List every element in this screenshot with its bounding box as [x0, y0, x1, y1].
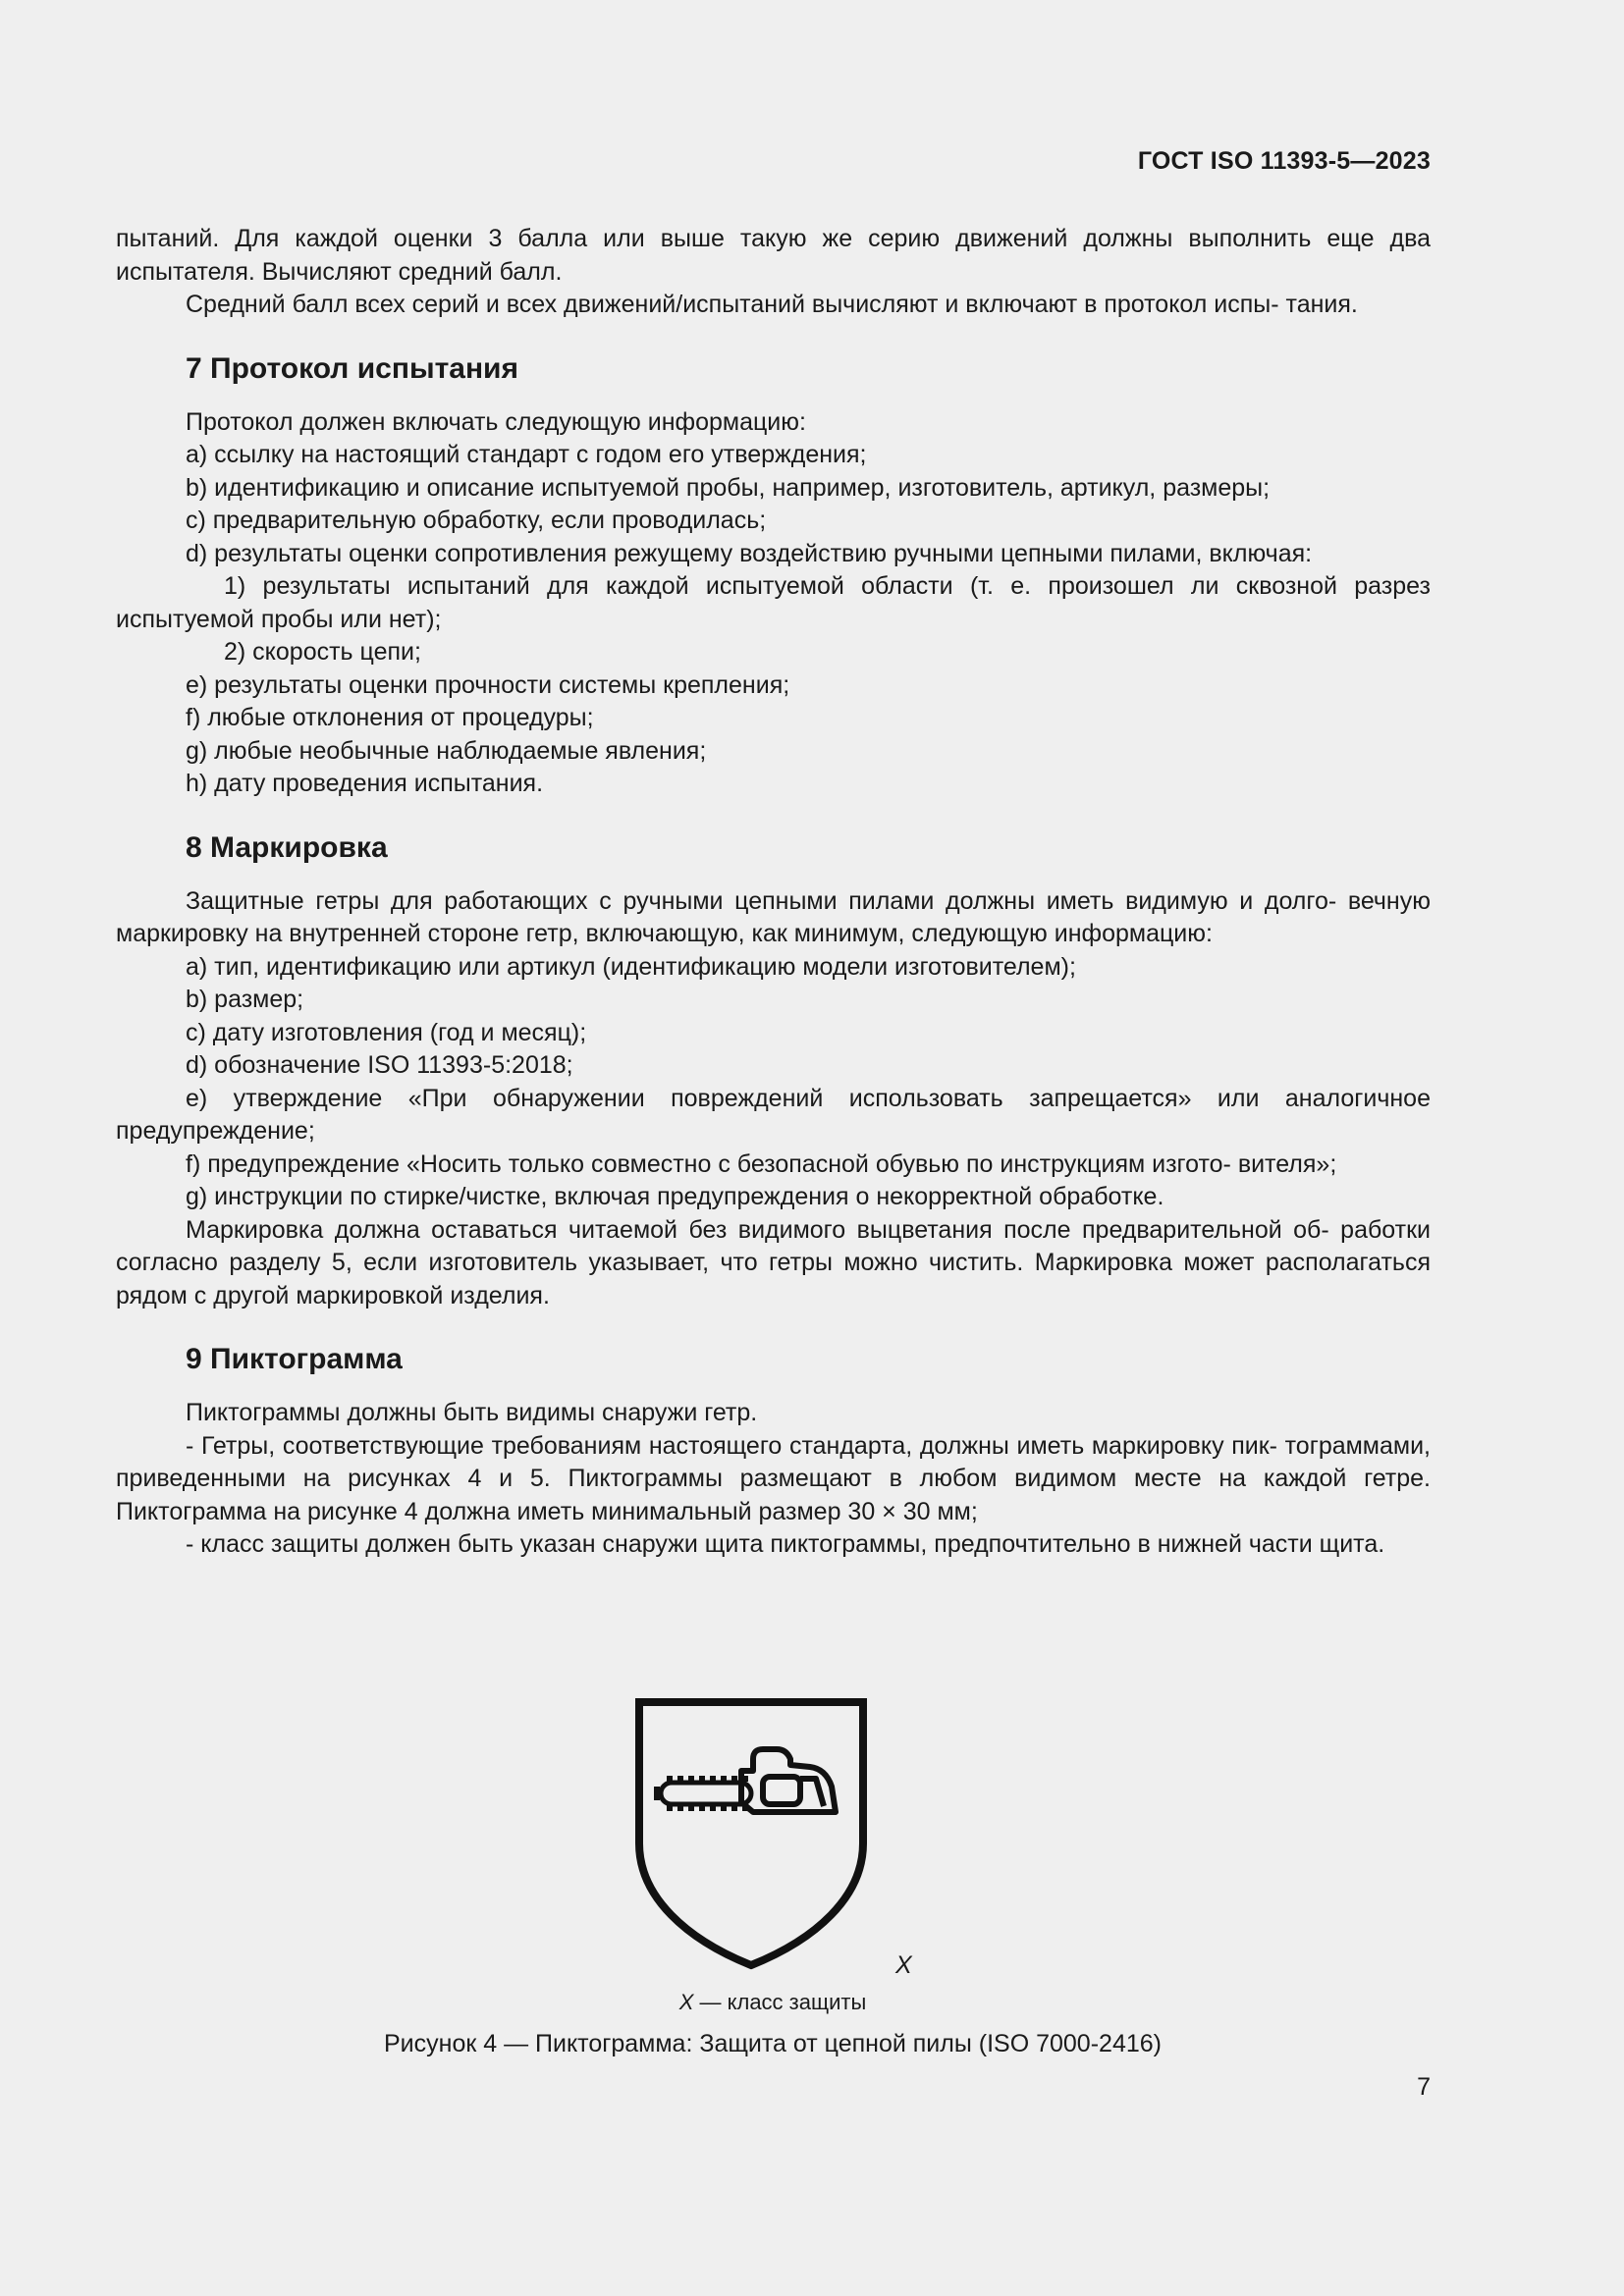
section-7-heading: 7 Протокол испытания — [186, 351, 519, 385]
section-8-lead: Защитные гетры для работающих с ручными цепными пилами должны иметь видимую и долго- вечную маркировку на внутренней стороне гетр, включающую, как минимум, следующую информацию: — [116, 886, 1431, 947]
protection-class-mark: X — [895, 1951, 912, 1979]
list-item: e) утверждение «При обнаружении повреждений использовать запрещается» или аналогичное предупреждение; — [116, 1084, 1431, 1145]
sub-list-item: 2) скорость цепи; — [224, 638, 421, 666]
list-item: h) дату проведения испытания. — [186, 770, 544, 797]
list-item: b) идентификацию и описание испытуемой пробы, например, изготовитель, артикул, размеры; — [186, 473, 1271, 502]
legend-symbol: X — [678, 1990, 694, 2014]
figure-caption: Рисунок 4 — Пиктограмма: Защита от цепной пилы (ISO 7000-2416) — [384, 2030, 1162, 2057]
sub-list-item: 1) результаты испытаний для каждой испытуемой области (т. е. произошел ли сквозной разрез испытуемой пробы или нет); — [116, 572, 1431, 633]
list-item: a) ссылку на настоящий стандарт с годом его утверждения; — [186, 441, 867, 468]
legend-text: — класс защиты — [693, 1990, 867, 2014]
list-item: b) размер; — [186, 986, 304, 1013]
section-9-lead: Пиктограммы должны быть видимы снаружи гетр. — [186, 1399, 758, 1426]
list-item: c) дату изготовления (год и месяц); — [186, 1018, 587, 1046]
chainsaw-shield-icon — [633, 1696, 869, 1971]
section-7-lead: Протокол должен включать следующую информацию: — [186, 407, 806, 436]
figure-legend — [0, 1990, 1545, 2015]
section-9-bullet: - класс защиты должен быть указан снаружи щита пиктограммы, предпочтительно в нижней части щита. — [186, 1530, 1385, 1558]
list-item: f) предупреждение «Носить только совместно с безопасной обувью по инструкциям изгото- вителя»; — [186, 1149, 1337, 1178]
page-body — [116, 223, 1431, 1562]
list-item: d) обозначение ISO 11393-5:2018; — [186, 1051, 573, 1079]
intro-paragraph-1: пытаний. Для каждой оценки 3 балла или выше такую же серию движений должны выполнить еще два испытателя. Вычисляют средний балл. — [116, 225, 1431, 286]
document-header: ГОСТ ISO 11393-5—2023 — [1137, 147, 1431, 175]
list-item: d) результаты оценки сопротивления режущему воздействию ручными цепными пилами, включая: — [186, 539, 1313, 567]
section-8-closing: Маркировка должна оставаться читаемой без видимого выцветания после предварительной об- работки согласно разделу 5, если изготовитель указывает, что гетры можно чистить. Маркировка может располагаться рядом с другой маркировкой изделия. — [116, 1215, 1431, 1309]
section-8-heading: 8 Маркировка — [186, 830, 388, 864]
page-number: 7 — [1417, 2073, 1431, 2101]
list-item: g) инструкции по стирке/чистке, включая предупреждения о некорректной обработке. — [186, 1183, 1164, 1210]
list-item: f) любые отклонения от процедуры; — [186, 704, 594, 731]
list-item: g) любые необычные наблюдаемые явления; — [186, 736, 707, 765]
list-item: a) тип, идентификацию или артикул (идентификацию модели изготовителем); — [186, 952, 1076, 981]
list-item: e) результаты оценки прочности системы крепления; — [186, 670, 790, 699]
section-9-bullet: - Гетры, соответствующие требованиям настоящего стандарта, должны иметь маркировку пик- тограммами, приведенными на рисунках 4 и 5. Пиктограммы размещают в любом видимом месте на каждой гетре. Пиктограмма на рисунке 4 должна иметь минимальный размер 30 × 30 мм; — [116, 1431, 1431, 1525]
section-9-heading: 9 Пиктограмма — [186, 1343, 403, 1375]
list-item: c) предварительную обработку, если проводилась; — [186, 507, 767, 534]
intro-paragraph-2: Средний балл всех серий и всех движений/испытаний вычисляют и включают в протокол испы- тания. — [186, 291, 1358, 318]
